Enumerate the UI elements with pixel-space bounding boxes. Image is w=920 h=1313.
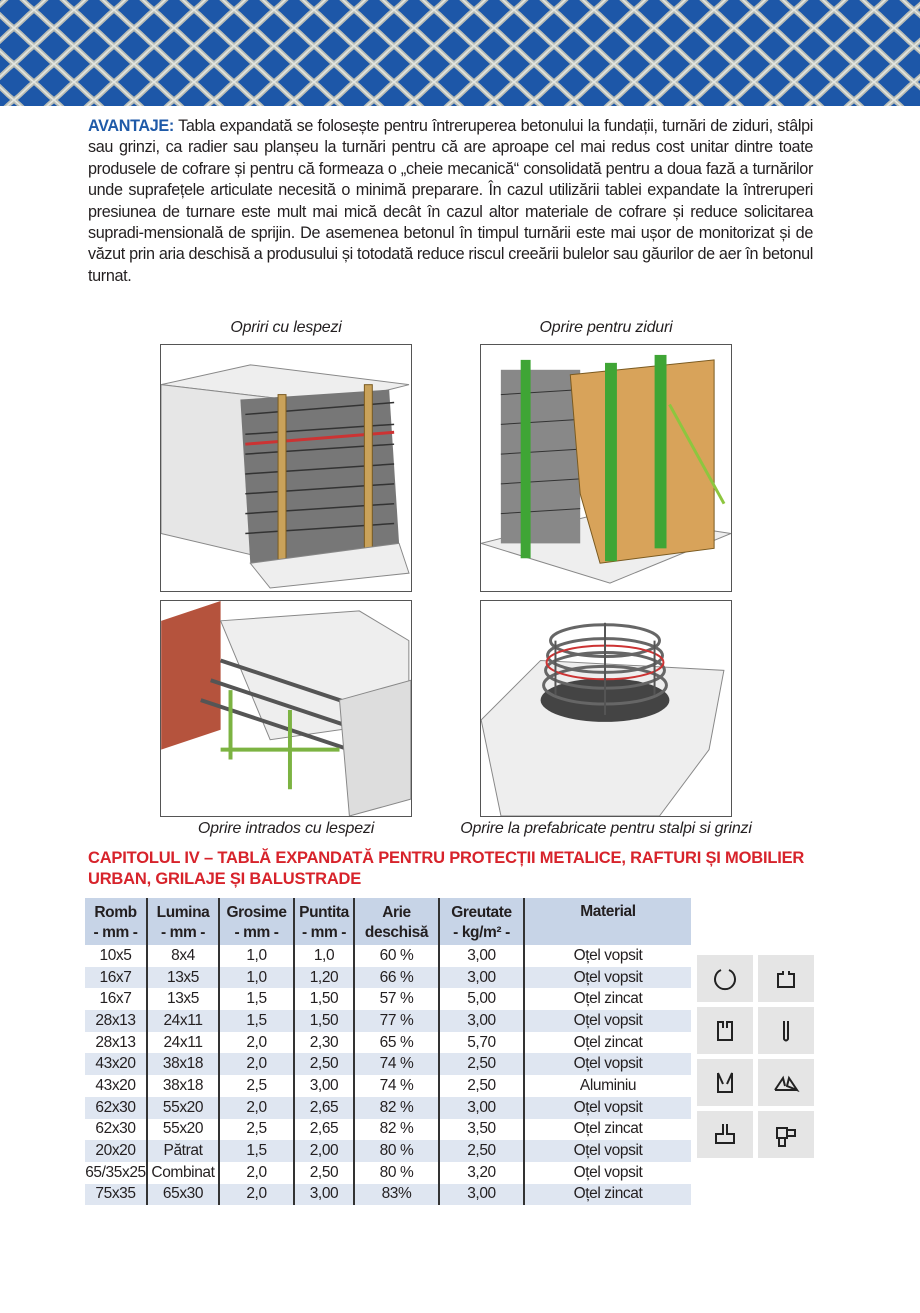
table-cell: 43x20 xyxy=(95,1076,136,1094)
table-cell: 2,65 xyxy=(294,1119,354,1141)
narrow-slot-icon xyxy=(758,1007,814,1054)
table-cell: 2,50 xyxy=(439,1053,524,1075)
table-cell: Oțel vopsit xyxy=(524,1097,691,1119)
table-cell: 3,00 xyxy=(439,1097,524,1119)
table-cell: 2,0 xyxy=(219,1162,294,1184)
table-cell: 74 % xyxy=(354,1053,439,1075)
figure-caption: Opriri cu lespezi xyxy=(230,319,342,336)
v-slot-box-icon xyxy=(697,1059,753,1106)
table-cell: 66 % xyxy=(354,967,439,989)
table-cell: 5,00 xyxy=(439,988,524,1010)
table-cell: 1,0 xyxy=(294,945,354,967)
table-cell: 83% xyxy=(354,1184,439,1206)
open-ring-icon xyxy=(697,955,753,1002)
table-cell: 2,50 xyxy=(439,1140,524,1162)
table-cell: 82 % xyxy=(354,1119,439,1141)
column-header-title: Lumina xyxy=(156,903,210,921)
advantages-text: Tabla expandată se folosește pentru întreruperea betonului la fundații, turnări de ziduri, stâlpi sau grinzi, ca radier sau planșeu la turnări pentru că are aproape cel mai redus cost unitar dintre toate produsele de cofrare și pentru că formeaza o „cheie mecanică“ consolidată pentru a doua fază a turnărilor unde suprafețele articulate necesită o minimă preparare. În cazul utilizării tablei expandate la întreruperi presiunea de turnare este mult mai mică decât în cazul altor materiale de cofrare și reduce solicitarea supradi-mensională de sprijin. De asemenea betonul în timpul turnării este mai ușor de monitorizat și de văzut prin aria deschisă a produsului și totodată reduce riscul creeării bulelor sau găurilor de aer în betonul turnat. xyxy=(88,117,813,285)
chapter-heading: CAPITOLUL IV – TABLĂ EXPANDATĂ PENTRU PROTECȚII METALICE, RAFTURI ȘI MOBILIER URBAN, GRILAJE ȘI BALUSTRADE xyxy=(88,849,805,888)
table-cell: 2,0 xyxy=(219,1032,294,1054)
table-cell: Oțel vopsit xyxy=(524,945,691,967)
table-cell: 8x4 xyxy=(147,945,219,967)
table-row xyxy=(85,1010,691,1032)
table-cell: 55x20 xyxy=(147,1119,219,1141)
table-cell: 74 % xyxy=(354,1075,439,1097)
table-cell: 2,5 xyxy=(219,1075,294,1097)
table-header-row xyxy=(85,898,691,945)
advantages-label: AVANTAJE: xyxy=(88,117,174,135)
table-cell: Oțel zincat xyxy=(524,1032,691,1054)
table-row xyxy=(85,1075,691,1097)
open-square-icon xyxy=(758,955,814,1002)
table-cell: 3,00 xyxy=(439,967,524,989)
table-cell: Oțel vopsit xyxy=(524,1140,691,1162)
table-cell: Oțel vopsit xyxy=(524,967,691,989)
table-cell: 3,50 xyxy=(439,1119,524,1141)
mesh-pattern xyxy=(0,0,920,106)
table-cell: 2,00 xyxy=(294,1140,354,1162)
slab-stop-illustration xyxy=(160,344,412,592)
table-row xyxy=(85,967,691,989)
table-cell: 62x30 xyxy=(95,1120,136,1138)
table-cell: 3,20 xyxy=(439,1162,524,1184)
column-header xyxy=(219,898,294,945)
table-cell: 80 % xyxy=(354,1162,439,1184)
column-header-title: Puntita xyxy=(299,903,349,921)
corner-bracket-icon xyxy=(758,1111,814,1158)
column-header xyxy=(294,898,354,945)
column-header xyxy=(147,898,219,945)
precast-column-stop-illustration xyxy=(480,600,732,817)
table-row xyxy=(85,1140,691,1162)
column-header-unit: deschisă xyxy=(364,923,429,941)
table-cell: 2,50 xyxy=(294,1053,354,1075)
column-header-unit: - kg/m² - xyxy=(453,923,510,941)
table-row xyxy=(85,1097,691,1119)
table-cell: 3,00 xyxy=(439,1010,524,1032)
table-cell: 1,0 xyxy=(219,967,294,989)
table-cell: 28x13 xyxy=(85,1010,147,1032)
column-header-title: Material xyxy=(580,903,636,920)
table-cell: 16x7 xyxy=(99,990,132,1008)
table-row xyxy=(85,1032,691,1054)
column-header-unit: - mm - xyxy=(93,923,138,941)
t-base-icon xyxy=(697,1111,753,1158)
table-cell: 60 % xyxy=(354,945,439,967)
table-cell: 75x35 xyxy=(85,1184,147,1206)
table-cell: 13x5 xyxy=(147,967,219,989)
table-cell: 1,50 xyxy=(294,1010,354,1032)
advantages-paragraph xyxy=(88,116,813,287)
column-header-unit: - mm - xyxy=(234,923,279,941)
table-cell: 1,5 xyxy=(219,988,294,1010)
table-cell: 62x30 xyxy=(85,1097,147,1119)
table-cell: Aluminiu xyxy=(524,1075,691,1097)
table-cell: 82 % xyxy=(354,1097,439,1119)
table-cell: Oțel vopsit xyxy=(524,1010,691,1032)
table-cell: 2,5 xyxy=(219,1119,294,1141)
table-cell: 65x30 xyxy=(147,1184,219,1206)
trapezoid-slot-icon xyxy=(758,1059,814,1106)
column-header-unit: - mm - xyxy=(301,923,347,941)
table-cell: 1,20 xyxy=(294,967,354,989)
table-cell: 24x11 xyxy=(147,1032,219,1054)
table-cell: 80 % xyxy=(354,1140,439,1162)
table-cell: 38x18 xyxy=(147,1053,219,1075)
column-header xyxy=(354,898,439,945)
column-header-title: Arie xyxy=(382,903,411,921)
table-cell: 3,00 xyxy=(439,945,524,967)
table-cell: 38x18 xyxy=(147,1075,219,1097)
table-cell: 10x5 xyxy=(99,946,132,964)
table-cell: Oțel zincat xyxy=(524,1184,691,1206)
table-row xyxy=(85,945,691,967)
table-cell: 55x20 xyxy=(147,1097,219,1119)
table-cell: 16x7 xyxy=(85,967,147,989)
table-row xyxy=(85,1162,691,1184)
column-header-unit: - mm - xyxy=(160,923,206,941)
table-cell: 2,50 xyxy=(439,1075,524,1097)
table-cell: 2,30 xyxy=(294,1032,354,1054)
expanded-metal-banner xyxy=(0,0,920,106)
table-cell: 2,0 xyxy=(219,1097,294,1119)
column-header-title: Romb xyxy=(94,903,137,921)
table-cell: 13x5 xyxy=(147,988,219,1010)
table-cell: Oțel vopsit xyxy=(524,1053,691,1075)
table-cell: Oțel zincat xyxy=(524,988,691,1010)
column-header-title: Greutate xyxy=(451,903,512,921)
table-cell: Combinat xyxy=(147,1162,219,1184)
table-cell: 24x11 xyxy=(147,1010,219,1032)
table-row xyxy=(85,1119,691,1141)
table-cell: 28x13 xyxy=(95,1033,136,1051)
table-row xyxy=(85,1184,691,1206)
table-cell: 43x20 xyxy=(85,1053,147,1075)
table-cell: 1,5 xyxy=(219,1140,294,1162)
wall-stop-illustration xyxy=(480,344,732,592)
specifications-table xyxy=(85,898,691,1205)
table-cell: 1,50 xyxy=(294,988,354,1010)
table-cell: 57 % xyxy=(354,988,439,1010)
figure-caption: Oprire pentru ziduri xyxy=(539,319,673,336)
table-cell: 2,0 xyxy=(219,1053,294,1075)
slotted-box-icon xyxy=(697,1007,753,1054)
column-header xyxy=(439,898,524,945)
table-cell: Oțel vopsit xyxy=(524,1162,691,1184)
table-cell: 5,70 xyxy=(439,1032,524,1054)
table-cell: 3,00 xyxy=(294,1184,354,1206)
table-cell: 2,0 xyxy=(219,1184,294,1206)
table-cell: 2,65 xyxy=(294,1097,354,1119)
table-cell: 3,00 xyxy=(439,1184,524,1206)
table-cell: 20x20 xyxy=(85,1140,147,1162)
table-cell: 1,0 xyxy=(219,945,294,967)
table-cell: 2,50 xyxy=(294,1162,354,1184)
figure-caption: Oprire la prefabricate pentru stalpi si grinzi xyxy=(460,820,752,837)
table-row xyxy=(85,988,691,1010)
column-header xyxy=(85,898,147,945)
column-header-title: Grosime xyxy=(226,903,287,921)
table-cell: 1,5 xyxy=(219,1010,294,1032)
table-cell: 65/35x25 xyxy=(85,1163,146,1181)
table-cell: Oțel zincat xyxy=(524,1119,691,1141)
figure-caption: Oprire intrados cu lespezi xyxy=(197,820,375,837)
table-row xyxy=(85,1053,691,1075)
intrados-slab-stop-illustration xyxy=(160,600,412,817)
table-cell: 77 % xyxy=(354,1010,439,1032)
column-header xyxy=(524,898,691,945)
table-cell: 65 % xyxy=(354,1032,439,1054)
table-cell: Pătrat xyxy=(147,1140,219,1162)
table-cell: 3,00 xyxy=(294,1075,354,1097)
